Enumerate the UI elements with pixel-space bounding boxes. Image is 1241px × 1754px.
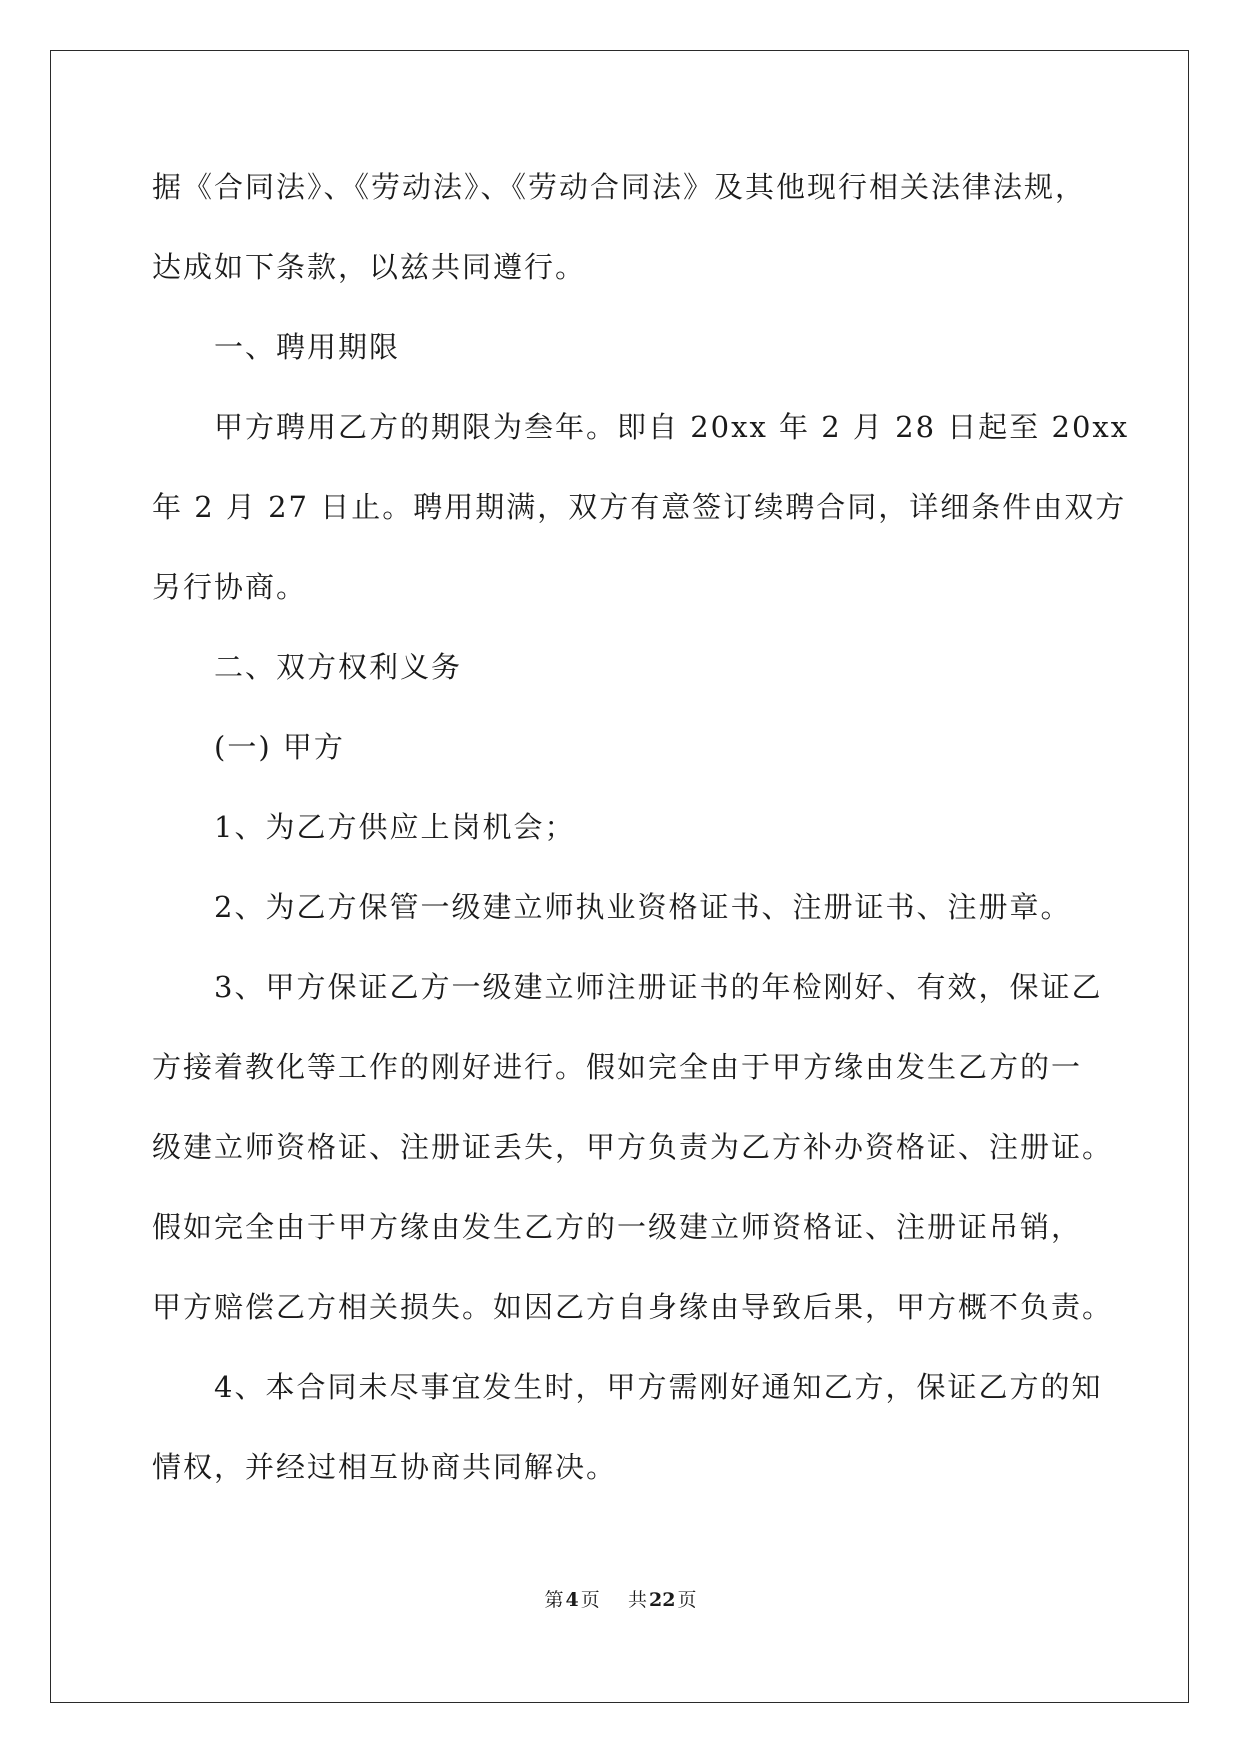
- text-line: 年 2 月 27 日止。聘用期满，双方有意签订续聘合同，详细条件由双方: [152, 490, 1127, 524]
- text-line: 据《合同法》、《劳动法》、《劳动合同法》及其他现行相关法律法规，: [152, 170, 1087, 204]
- text-line: 甲方聘用乙方的期限为叁年。即自 20xx 年 2 月 28 日起至 20xx: [214, 410, 1130, 444]
- text-line: 3、甲方保证乙方一级建立师注册证书的年检刚好、有效，保证乙: [214, 970, 1103, 1004]
- text-line: 1、为乙方供应上岗机会；: [214, 810, 576, 844]
- text-line: 一、聘用期限: [214, 330, 401, 364]
- footer-total-prefix: 共: [627, 1589, 647, 1611]
- footer-total-suffix: 页: [677, 1589, 697, 1611]
- text-line: 级建立师资格证、注册证丢失，甲方负责为乙方补办资格证、注册证。: [152, 1130, 1114, 1164]
- text-line: 达成如下条款，以兹共同遵行。: [152, 250, 587, 284]
- text-line: 2、为乙方保管一级建立师执业资格证书、注册证书、注册章。: [214, 890, 1072, 924]
- text-line: (一) 甲方: [214, 730, 345, 764]
- footer-page-word: 页: [580, 1589, 600, 1611]
- footer-prefix: 第: [544, 1589, 564, 1611]
- text-line: 情权，并经过相互协商共同解决。: [152, 1450, 618, 1484]
- text-line: 假如完全由于甲方缘由发生乙方的一级建立师资格证、注册证吊销，: [152, 1210, 1083, 1244]
- text-line: 另行协商。: [152, 570, 308, 604]
- text-line: 4、本合同未尽事宜发生时，甲方需刚好通知乙方，保证乙方的知: [214, 1370, 1103, 1404]
- page-footer: [0, 1585, 1241, 1612]
- text-line: 甲方赔偿乙方相关损失。如因乙方自身缘由导致后果，甲方概不负责。: [152, 1290, 1114, 1324]
- footer-current-page: 4: [565, 1589, 579, 1611]
- footer-total-pages: 22: [648, 1589, 676, 1611]
- text-line: 方接着教化等工作的刚好进行。假如完全由于甲方缘由发生乙方的一: [152, 1050, 1083, 1084]
- text-line: 二、双方权利义务: [214, 650, 463, 684]
- document-body: [152, 168, 1130, 1528]
